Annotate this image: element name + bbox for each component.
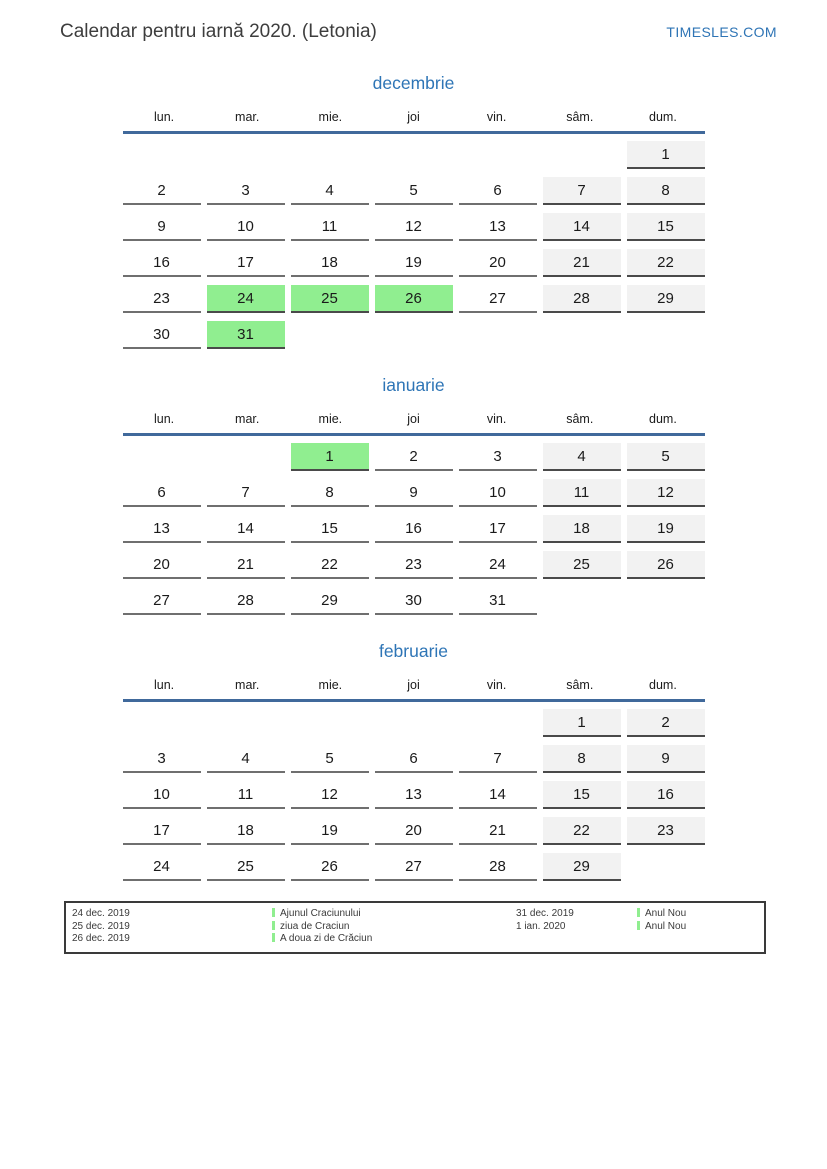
day-cell: 29	[291, 587, 369, 615]
day-cell: 31	[459, 587, 537, 615]
legend-holiday-name: ziua de Craciun	[280, 920, 350, 932]
day-cell-empty	[459, 709, 537, 737]
day-cell: 2	[123, 177, 201, 205]
day-cell: 6	[459, 177, 537, 205]
weekday-label: mar.	[235, 110, 260, 124]
day-cell: 21	[207, 551, 285, 579]
day-cell-empty	[291, 709, 369, 737]
day-cell: 24	[123, 853, 201, 881]
day-cell: 29	[543, 853, 621, 881]
weekday-label: vin.	[486, 110, 507, 124]
day-cell: 28	[543, 285, 621, 313]
day-cell: 28	[459, 853, 537, 881]
legend-dates-column	[516, 908, 637, 946]
day-cell-empty	[627, 321, 705, 349]
day-cell: 14	[459, 781, 537, 809]
holiday-marker-icon	[272, 921, 275, 930]
day-cell: 23	[123, 285, 201, 313]
legend-date: 25 dec. 2019	[72, 920, 130, 932]
legend-holiday-name: Ajunul Craciunului	[280, 908, 361, 919]
weekday-label: vin.	[486, 412, 507, 426]
header-divider	[123, 433, 705, 436]
day-cell: 18	[291, 249, 369, 277]
day-cell: 4	[207, 745, 285, 773]
weekday-label: mar.	[235, 678, 260, 692]
day-cell-empty	[459, 321, 537, 349]
day-cell: 15	[291, 515, 369, 543]
weekday-label: dum.	[649, 110, 677, 124]
day-cell: 17	[123, 817, 201, 845]
day-cell: 23	[375, 551, 453, 579]
day-cell: 4	[291, 177, 369, 205]
month-grid	[123, 443, 705, 615]
legend-names-column	[272, 908, 516, 946]
day-cell: 19	[375, 249, 453, 277]
weekday-label: vin.	[486, 678, 507, 692]
day-cell: 12	[291, 781, 369, 809]
day-cell: 27	[375, 853, 453, 881]
day-cell: 24	[207, 285, 285, 313]
day-cell: 18	[207, 817, 285, 845]
weekday-label: joi	[407, 412, 420, 426]
weekday-label: sâm.	[566, 412, 594, 426]
day-cell-empty	[207, 709, 285, 737]
day-cell: 14	[207, 515, 285, 543]
header-divider	[123, 699, 705, 702]
day-cell: 8	[291, 479, 369, 507]
day-cell: 6	[375, 745, 453, 773]
day-cell-empty	[627, 853, 705, 881]
day-cell-empty	[459, 141, 537, 169]
day-cell: 22	[543, 817, 621, 845]
day-cell: 15	[627, 213, 705, 241]
day-cell: 27	[459, 285, 537, 313]
month-decembrie	[123, 73, 705, 349]
weekday-label: sâm.	[566, 678, 594, 692]
day-cell: 30	[375, 587, 453, 615]
holiday-marker-icon	[637, 908, 640, 917]
day-cell: 21	[459, 817, 537, 845]
day-cell: 24	[459, 551, 537, 579]
weekday-label: joi	[407, 110, 420, 124]
day-cell-empty	[291, 141, 369, 169]
day-cell-empty	[123, 709, 201, 737]
day-cell: 13	[123, 515, 201, 543]
holiday-marker-icon	[272, 933, 275, 942]
legend-date: 1 ian. 2020	[516, 920, 566, 932]
day-cell: 11	[543, 479, 621, 507]
holiday-legend	[64, 901, 766, 954]
legend-holiday-name: Anul Nou	[645, 920, 687, 932]
day-cell: 25	[207, 853, 285, 881]
day-cell-empty	[627, 587, 705, 615]
weekday-label: joi	[407, 678, 420, 692]
day-cell: 5	[291, 745, 369, 773]
weekday-label: dum.	[649, 678, 677, 692]
page-title: Calendar pentru iarnă 2020. (Letonia)	[60, 21, 377, 42]
legend-holiday	[272, 921, 516, 934]
day-cell: 6	[123, 479, 201, 507]
month-grid	[123, 709, 705, 881]
day-cell: 15	[543, 781, 621, 809]
day-cell: 5	[375, 177, 453, 205]
day-cell-empty	[207, 141, 285, 169]
weekday-header-row	[123, 678, 705, 699]
legend-holiday	[637, 921, 760, 934]
day-cell: 3	[207, 177, 285, 205]
day-cell-empty	[543, 587, 621, 615]
day-cell: 11	[207, 781, 285, 809]
day-cell: 20	[375, 817, 453, 845]
day-cell: 19	[291, 817, 369, 845]
weekday-label: lun.	[153, 678, 175, 692]
day-cell: 13	[375, 781, 453, 809]
weekday-label: mie.	[318, 412, 343, 426]
legend-holiday	[272, 933, 516, 946]
day-cell: 31	[207, 321, 285, 349]
weekday-label: mar.	[235, 412, 260, 426]
day-cell: 9	[375, 479, 453, 507]
day-cell: 9	[627, 745, 705, 773]
day-cell: 1	[291, 443, 369, 471]
day-cell: 12	[375, 213, 453, 241]
legend-holiday-name: A doua zi de Crăciun	[280, 933, 373, 944]
day-cell: 28	[207, 587, 285, 615]
legend-holiday	[272, 908, 516, 921]
month-februarie	[123, 641, 705, 881]
day-cell: 27	[123, 587, 201, 615]
weekday-header-row	[123, 412, 705, 433]
day-cell: 4	[543, 443, 621, 471]
day-cell-empty	[375, 321, 453, 349]
day-cell: 7	[207, 479, 285, 507]
day-cell: 20	[459, 249, 537, 277]
day-cell-empty	[207, 443, 285, 471]
day-cell: 17	[459, 515, 537, 543]
day-cell: 22	[291, 551, 369, 579]
month-title: decembrie	[372, 73, 455, 93]
holiday-marker-icon	[637, 921, 640, 930]
weekday-label: lun.	[153, 110, 175, 124]
day-cell: 3	[123, 745, 201, 773]
legend-holiday	[637, 908, 760, 921]
day-cell: 8	[543, 745, 621, 773]
site-link[interactable]: TIMESLES.COM	[666, 24, 777, 40]
weekday-label: lun.	[153, 412, 175, 426]
legend-names-column	[637, 908, 760, 946]
day-cell: 25	[291, 285, 369, 313]
day-cell: 21	[543, 249, 621, 277]
day-cell: 20	[123, 551, 201, 579]
day-cell: 26	[627, 551, 705, 579]
day-cell: 26	[375, 285, 453, 313]
legend-dates-column	[72, 908, 272, 946]
legend-date: 24 dec. 2019	[72, 908, 130, 919]
day-cell: 17	[207, 249, 285, 277]
day-cell: 25	[543, 551, 621, 579]
day-cell: 2	[627, 709, 705, 737]
day-cell: 12	[627, 479, 705, 507]
day-cell: 10	[123, 781, 201, 809]
holiday-marker-icon	[272, 908, 275, 917]
day-cell-empty	[291, 321, 369, 349]
month-grid	[123, 141, 705, 349]
day-cell: 11	[291, 213, 369, 241]
weekday-label: dum.	[649, 412, 677, 426]
day-cell: 10	[459, 479, 537, 507]
weekday-header-row	[123, 110, 705, 131]
day-cell-empty	[123, 443, 201, 471]
day-cell: 16	[123, 249, 201, 277]
month-title: ianuarie	[382, 375, 445, 395]
header-divider	[123, 131, 705, 134]
day-cell: 16	[627, 781, 705, 809]
day-cell-empty	[375, 709, 453, 737]
day-cell: 26	[291, 853, 369, 881]
legend-date: 26 dec. 2019	[72, 933, 130, 944]
weekday-label: mie.	[318, 110, 343, 124]
day-cell-empty	[123, 141, 201, 169]
legend-holiday-name: Anul Nou	[645, 908, 687, 919]
weekday-label: sâm.	[566, 110, 594, 124]
day-cell: 1	[543, 709, 621, 737]
day-cell: 3	[459, 443, 537, 471]
calendar	[123, 73, 705, 881]
day-cell: 7	[543, 177, 621, 205]
month-title: februarie	[378, 641, 449, 661]
day-cell: 14	[543, 213, 621, 241]
day-cell: 9	[123, 213, 201, 241]
day-cell: 13	[459, 213, 537, 241]
day-cell: 16	[375, 515, 453, 543]
day-cell: 18	[543, 515, 621, 543]
day-cell: 23	[627, 817, 705, 845]
day-cell: 7	[459, 745, 537, 773]
day-cell: 8	[627, 177, 705, 205]
day-cell: 5	[627, 443, 705, 471]
day-cell: 2	[375, 443, 453, 471]
day-cell-empty	[543, 321, 621, 349]
day-cell: 30	[123, 321, 201, 349]
top-bar	[0, 0, 827, 43]
day-cell: 29	[627, 285, 705, 313]
day-cell: 22	[627, 249, 705, 277]
weekday-label: mie.	[318, 678, 343, 692]
day-cell-empty	[543, 141, 621, 169]
day-cell: 10	[207, 213, 285, 241]
legend-date: 31 dec. 2019	[516, 908, 574, 919]
day-cell: 19	[627, 515, 705, 543]
day-cell-empty	[375, 141, 453, 169]
month-ianuarie	[123, 375, 705, 615]
day-cell: 1	[627, 141, 705, 169]
